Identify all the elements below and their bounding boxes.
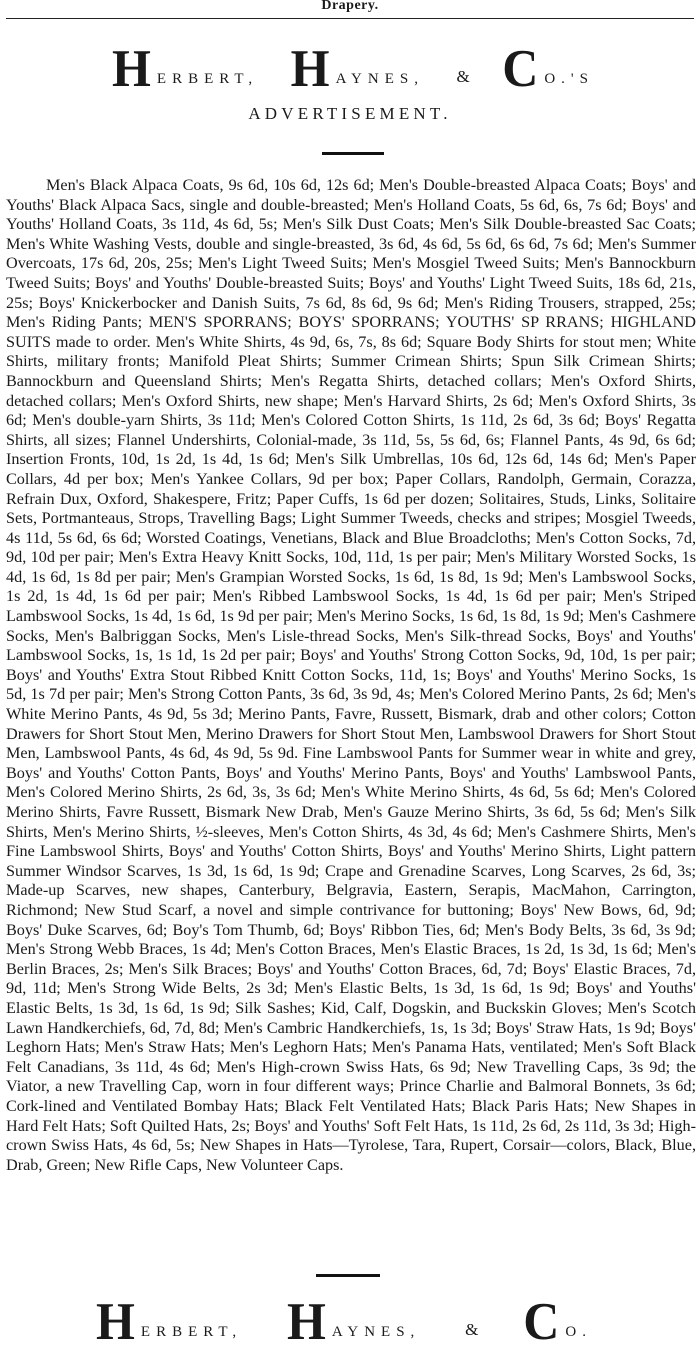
initial-capital: H [96,1291,135,1350]
firm-name-bottom [0,1291,700,1350]
word-rest: O. [565,1324,592,1340]
word-rest: ERBERT, [156,71,259,87]
firm-word-haynes [287,1291,421,1350]
firm-word-herbert [96,1291,243,1350]
firm-word-co [502,38,594,98]
initial-capital: H [287,1291,326,1350]
advertisement-title: ADVERTISEMENT. [248,104,452,123]
firm-word-herbert [112,38,259,98]
ampersand: & [465,1320,479,1339]
divider-rule [322,152,384,155]
word-rest: AYNES, [331,1324,421,1340]
word-rest: AYNES, [335,71,424,87]
initial-capital: H [290,38,330,98]
word-rest: O.'S [544,71,594,87]
firm-name-top [0,38,700,98]
divider-rule [316,1274,380,1277]
ampersand: & [456,67,470,86]
firm-word-co [523,1291,592,1350]
initial-capital: H [112,38,151,98]
word-rest: ERBERT, [140,1324,243,1340]
initial-capital: C [502,38,539,98]
section-header: Drapery. [321,0,379,13]
firm-word-haynes [290,38,424,98]
advertisement-body: Men's Black Alpaca Coats, 9s 6d, 10s 6d, 12s 6d; Men's Double-breasted Alpaca Coats; Boys' and Youths' Black Alpaca Sacs, single and double-breasted; Men's Holland Coats, 5s 6d, 6s, 7s 6d; Boys' and Youths' Holland Coats, 3s 11d, 4s 6d, 5s; Men's Silk Dust Coats; Men's Silk Double-breasted Sac Coats; Men's White Washing Vests, double and single-breasted, 3s 6d, 4s 6d, 5s 6d, 6s 6d, 7s 6d; Men's Summer Overcoats, 17s 6d, 20s, 25s; Men's Light Tweed Suits; Men's Mosgiel Tweed Suits; Men's Bannockburn Tweed Suits; Boys' and Youths' Double-breasted Suits; Boys' and Youths' Light Tweed Suits, 18s 6d, 21s, 25s; Boys' Knickerbocker and Danish Suits, 7s 6d, 8s 6d, 9s 6d; Men's Riding Trousers, strapped, 25s; Men's Riding Pants; MEN'S SPORRANS; BOYS' SPORRANS; YOUTHS' SP RRANS; HIGHLAND SUITS made to order. Men's White Shirts, 4s 9d, 6s, 7s, 8s 6d; Square Body Shirts for stout men; White Shirts, military fronts; Manifold Pleat Shirts; Summer Crimean Shirts; Spun Silk Crimean Shirts; Bannockburn and Queensland Shirts; Men's Regatta Shirts, detached collars; Men's Oxford Shirts, detached collars; Men's Oxford Shirts, new shape; Men's Harvard Shirts, 2s 6d; Men's Oxford Shirts, 3s 6d; Men's double-yarn Shirts, 3s 11d; Men's Colored Cotton Shirts, 1s 11d, 2s 6d, 3s 6d; Boys' Regatta Shirts, all sizes; Flannel Undershirts, Colonial-made, 3s 11d, 5s, 5s 6d, 6s; Flannel Pants, 4s 9d, 6s 6d; Insertion Fronts, 10d, 1s 2d, 1s 4d, 1s 6d; Men's Silk Umbrellas, 10s 6d, 12s 6d, 14s 6d; Men's Paper Collars, 4d per box; Men's Yankee Collars, 9d per box; Paper Collars, Randolph, Germain, Corazza, Refrain Dux, Oxford, Shakespere, Fritz; Paper Cuffs, 1s 6d per dozen; Solitaires, Studs, Links, Solitaire Sets, Portmanteaus, Strops, Travelling Bags; Light Summer Tweeds, checks and stripes; Mosgiel Tweeds, 4s 11d, 5s 6d, 6s 6d; Worsted Coatings, Venetians, Black and Blue Broadcloths; Men's Cotton Socks, 7d, 9d, 10d per pair; Men's Extra Heavy Knitt Socks, 10d, 11d, 1s per pair; Men's Military Worsted Socks, 1s 4d, 1s 6d, 1s 8d per pair; Men's Grampian Worsted Socks, 1s 6d, 1s 8d, 1s 9d; Men's Lambswool Socks, 1s 2d, 1s 4d, 1s 6d per pair; Men's Ribbed Lambswool Socks, 1s 4d, 1s 6d per pair; Men's Striped Lambswool Socks, 1s 4d, 1s 6d, 1s 9d per pair; Men's Merino Socks, 1s 6d, 1s 8d, 1s 9d; Men's Cashmere Socks, Men's Balbriggan Socks, Men's Lisle-thread Socks, Men's Silk-thread Socks, Boys' and Youths' Lambswool Socks, 1s, 1s 1d, 1s 2d per pair; Boys' and Youths' Strong Cotton Socks, 9d, 10d, 1s per pair; Boys' and Youths' Extra Stout Ribbed Knitt Cotton Socks, 11d, 1s; Boys' and Youths' Merino Socks, 1s 5d, 1s 7d per pair; Men's Strong Cotton Pants, 3s 6d, 3s 9d, 4s; Men's Colored Merino Pants, 2s 6d; Men's White Merino Pants, 4s 9d, 5s 3d; Merino Pants, Favre, Russett, Bismark, drab and other colors; Cotton Drawers for Short Stout Men, Merino Drawers for Short Stout Men, Lambswool Drawers for Short Stout Men, Lambswool Pants, 4s 6d, 4s 9d, 5s 9d. Fine Lambswool Pants for Summer wear in white and grey, Boys' and Youths' Cotton Pants, Boys' and Youths' Merino Pants, Boys' and Youths' Lambswool Pants, Men's Colored Merino Shirts, 2s 6d, 3s, 3s 6d; Men's White Merino Shirts, 4s 6d, 5s 6d; Men's Colored Merino Shirts, Favre Russett, Bismark New Drab, Men's Gauze Merino Shirts, 3s 6d, 5s 6d; Men's Silk Shirts, Men's Merino Shirts, ½-sleeves, Men's Cotton Shirts, 4s 3d, 4s 6d; Men's Cashmere Shirts, Men's Fine Lambswool Shirts, Boys' and Youths' Cotton Shirts, Boys' and Youths' Merino Shirts, Light pattern Summer Windsor Scarves, 1s 3d, 1s 6d, 1s 9d; Crape and Grenadine Scarves, Long Scarves, 2s 6d, 3s; Made-up Scarves, new shapes, Canterbury, Belgravia, Eastern, Serapis, MacMahon, Carrington, Richmond; New Stud Scarf, a novel and simple contrivance for buttoning; Boys' New Bows, 6d, 9d; Boys' Duke Scarves, 6d; Boy's Tom Thumb, 6d; Boys' Ribbon Ties, 6d; Men's Body Belts, 3s 6d, 3s 9d; Men's Strong Webb Braces, 1s 4d; Men's Cotton Braces, Men's Elastic Braces, 1s 2d, 1s 3d, 1s 6d; Men's Berlin Braces, 2s; Men's Silk Braces; Boys' and Youths' Cotton Braces, 6d, 7d; Boys' Elastic Braces, 7d, 9d, 11d; Men's Strong Wide Belts, 2s 3d; Men's Elastic Belts, 1s 3d, 1s 6d, 1s 9d; Boys' and Youths' Elastic Belts, 1s 3d, 1s 6d, 1s 9d; Silk Sashes; Kid, Calf, Dogskin, and Buckskin Gloves; Men's Scotch Lawn Handkerchiefs, 6d, 7d, 8d; Men's Cambric Handkerchiefs, 1s, 1s 3d; Boys' Straw Hats, 1s 9d; Boys' Leghorn Hats; Men's Straw Hats; Men's Leghorn Hats; Men's Panama Hats, ventilated; Men's Soft Black Felt Canadians, 3s 11d, 4s 6d; Men's High-crown Swiss Hats, 6s 9d; New Travelling Caps, 3s 9d; the Viator, a new Travelling Cap, worn in four different ways; Prince Charlie and Balmoral Bonnets, 3s 6d; Cork-lined and Ventilated Bombay Hats; Black Felt Ventilated Hats; Black Paris Hats; New Shapes in Hard Felt Hats; Soft Quilted Hats, 2s; Boys' and Youths' Soft Felt Hats, 1s 11d, 2s 6d, 2s 11d, 3s 3d; High-crown Swiss Hats, 4s 6d, 5s; New Shapes in Hats—Tyrolese, Tara, Rupert, Corsair—colors, Black, Blue, Drab, Green; New Rifle Caps, New Volunteer Caps. [6,176,696,1174]
header-rule [6,18,694,19]
initial-capital: C [523,1291,560,1350]
